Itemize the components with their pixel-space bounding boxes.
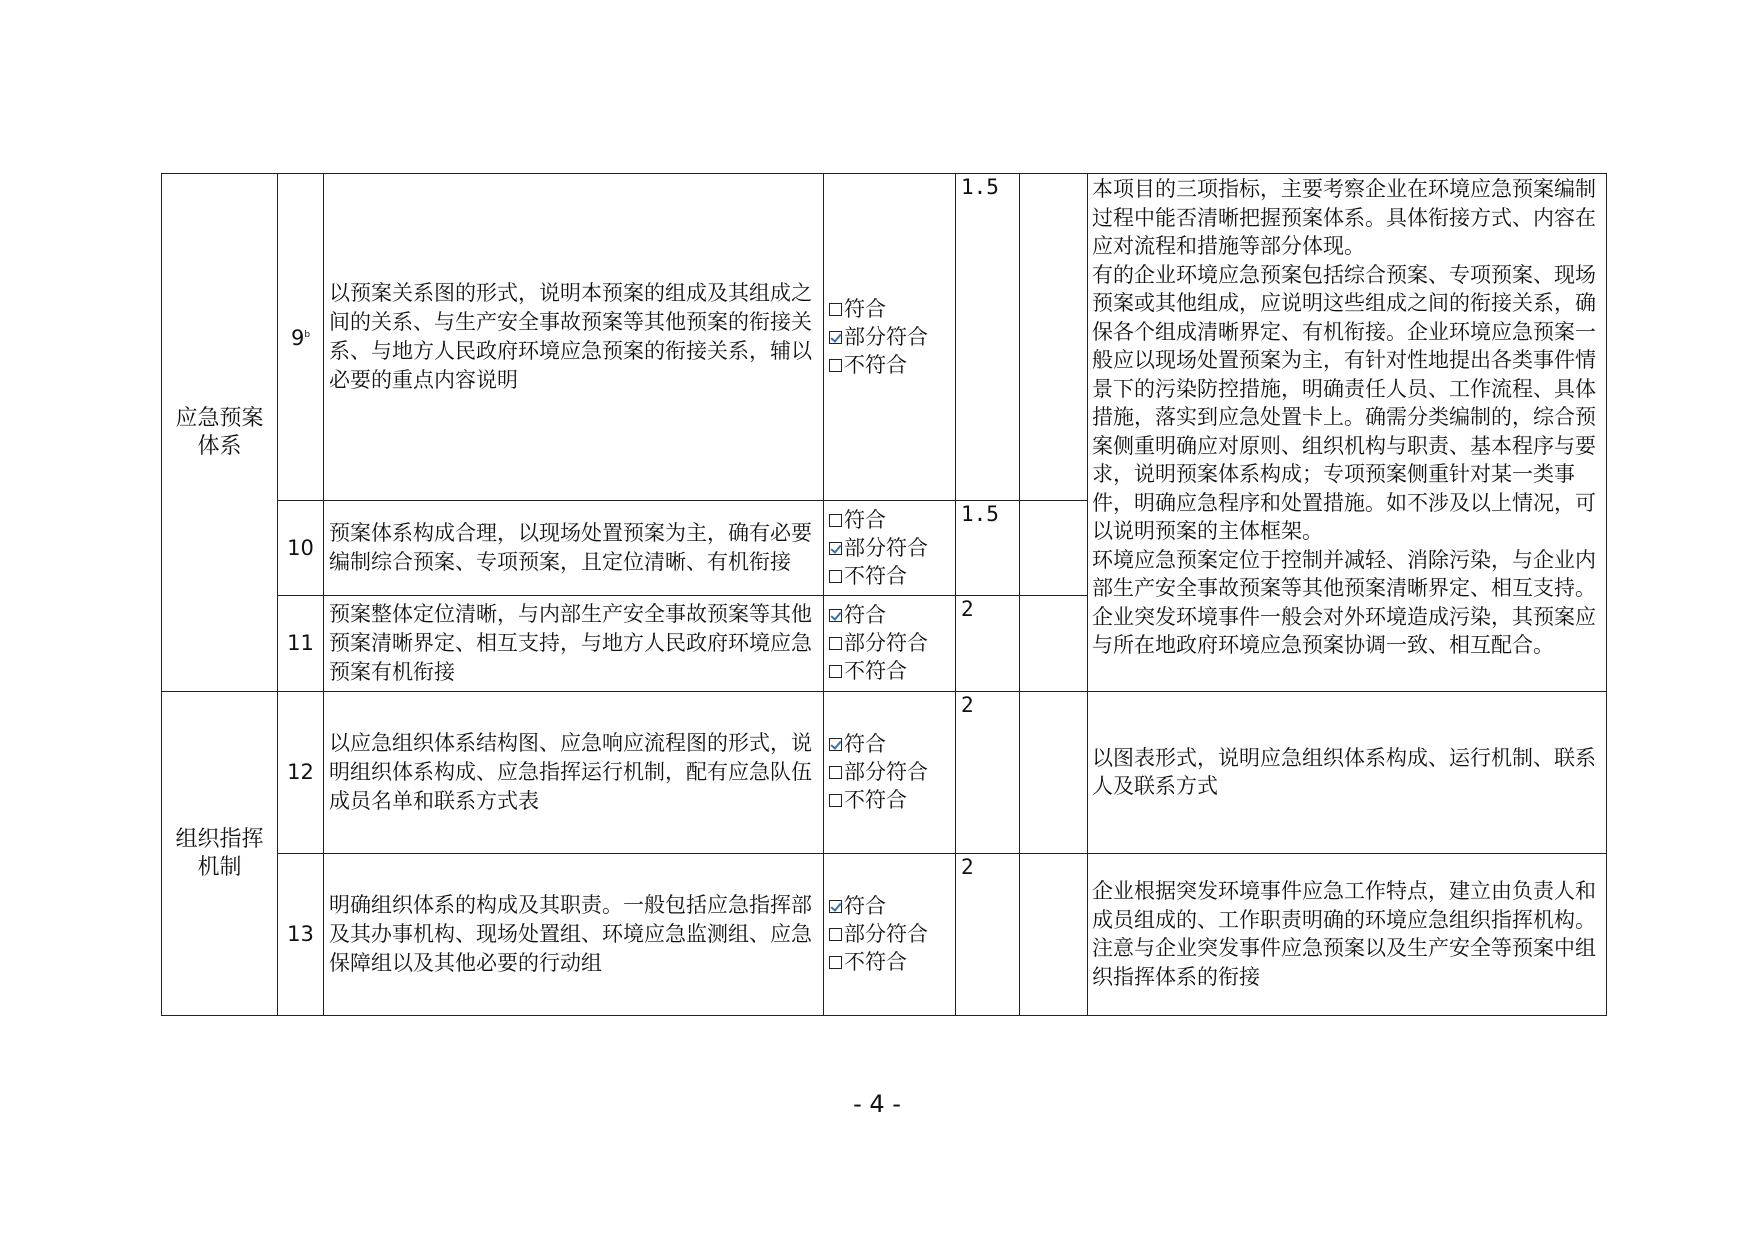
option-conform[interactable] (829, 295, 955, 323)
option-nonconform[interactable] (829, 658, 955, 686)
option-label: 不符合 (844, 788, 907, 812)
category-cell (162, 692, 278, 1016)
checkbox-icon[interactable] (829, 609, 842, 622)
option-label: 部分符合 (844, 324, 928, 349)
table-row (162, 174, 1607, 501)
option-label: 部分符合 (844, 760, 928, 784)
checkbox-icon[interactable] (829, 542, 842, 555)
requirement-cell: 明确组织体系的构成及其职责。一般包括应急指挥部及其办事机构、现场处置组、环境应急监测组、应急保障组以及其他必要的行动组 (324, 854, 824, 1016)
option-label: 符合 (844, 894, 886, 918)
checkbox-icon[interactable] (829, 956, 842, 969)
note-paragraph: 环境应急预案定位于控制并减轻、消除污染，与企业内部生产安全事故预案等其他预案清晰界定、相互支持。 (1092, 547, 1596, 600)
score-cell: 2 (956, 854, 1020, 1016)
option-nonconform[interactable] (829, 351, 955, 379)
option-label: 部分符合 (844, 631, 928, 655)
item-number: 13 (278, 854, 324, 1016)
options-cell (824, 596, 956, 692)
item-number-text: 9 (290, 326, 305, 350)
checkbox-icon[interactable] (829, 331, 842, 344)
item-number-mark: b (304, 330, 311, 340)
option-partial[interactable] (829, 921, 955, 949)
option-label: 不符合 (844, 950, 907, 974)
note-cell: 企业根据突发环境事件应急工作特点，建立由负责人和成员组成的、工作职责明确的环境应急组织指挥机构。注意与企业突发事件应急预案以及生产安全等预案中组织指挥体系的衔接 (1088, 854, 1607, 1016)
option-label: 不符合 (844, 563, 907, 588)
option-conform[interactable] (829, 602, 955, 630)
category-line: 应急预案 (175, 405, 264, 431)
checkbox-icon[interactable] (829, 900, 842, 913)
checkbox-icon[interactable] (829, 514, 842, 527)
option-label: 符合 (844, 603, 886, 627)
option-partial[interactable] (829, 534, 955, 562)
options-cell (824, 501, 956, 596)
requirement-cell: 预案整体定位清晰，与内部生产安全事故预案等其他预案清晰界定、相互支持，与地方人民政府环境应急预案有机衔接 (324, 596, 824, 692)
category-line: 机制 (197, 854, 242, 880)
option-label: 不符合 (844, 352, 907, 377)
checkbox-icon[interactable] (829, 637, 842, 650)
note-cell: 以图表形式，说明应急组织体系构成、运行机制、联系人及联系方式 (1088, 692, 1607, 854)
item-number (278, 174, 324, 501)
option-partial[interactable] (829, 630, 955, 658)
blank-cell (1020, 174, 1088, 501)
checkbox-icon[interactable] (829, 766, 842, 779)
blank-cell (1020, 854, 1088, 1016)
option-partial[interactable] (829, 323, 955, 351)
checkbox-icon[interactable] (829, 665, 842, 678)
checkbox-icon[interactable] (829, 928, 842, 941)
option-partial[interactable] (829, 759, 955, 787)
category-line: 组织指挥 (175, 826, 264, 852)
note-paragraph: 企业突发环境事件一般会对外环境造成污染，其预案应与所在地政府环境应急预案协调一致、相互配合。 (1092, 604, 1596, 657)
blank-cell (1020, 501, 1088, 596)
checkbox-icon[interactable] (829, 570, 842, 583)
note-cell (1088, 174, 1607, 692)
option-nonconform[interactable] (829, 787, 955, 815)
option-label: 部分符合 (844, 922, 928, 946)
checkbox-icon[interactable] (829, 303, 842, 316)
category-line: 体系 (197, 433, 242, 459)
blank-cell (1020, 596, 1088, 692)
options-cell (824, 854, 956, 1016)
checkbox-icon[interactable] (829, 359, 842, 372)
checkbox-icon[interactable] (829, 794, 842, 807)
checkbox-icon[interactable] (829, 738, 842, 751)
option-label: 部分符合 (844, 535, 928, 560)
option-nonconform[interactable] (829, 562, 955, 590)
item-number: 10 (278, 501, 324, 596)
requirement-cell: 以应急组织体系结构图、应急响应流程图的形式，说明组织体系构成、应急指挥运行机制，配有应急队伍成员名单和联系方式表 (324, 692, 824, 854)
blank-cell (1020, 692, 1088, 854)
option-conform[interactable] (829, 893, 955, 921)
score-cell: 2 (956, 596, 1020, 692)
category-cell (162, 174, 278, 692)
requirement-cell: 预案体系构成合理，以现场处置预案为主，确有必要编制综合预案、专项预案，且定位清晰、有机衔接 (324, 501, 824, 596)
note-paragraph: 本项目的三项指标，主要考察企业在环境应急预案编制过程中能否清晰把握预案体系。具体衔接方式、内容在应对流程和措施等部分体现。 (1092, 177, 1596, 258)
requirement-cell: 以预案关系图的形式，说明本预案的组成及其组成之间的关系、与生产安全事故预案等其他预案的衔接关系、与地方人民政府环境应急预案的衔接关系，辅以必要的重点内容说明 (324, 174, 824, 501)
options-cell (824, 174, 956, 501)
option-label: 符合 (844, 507, 886, 532)
option-nonconform[interactable] (829, 949, 955, 977)
item-number: 12 (278, 692, 324, 854)
option-conform[interactable] (829, 731, 955, 759)
table-row (162, 854, 1607, 1016)
item-number: 11 (278, 596, 324, 692)
options-cell (824, 692, 956, 854)
note-paragraph: 有的企业环境应急预案包括综合预案、专项预案、现场预案或其他组成，应说明这些组成之间的衔接关系，确保各个组成清晰界定、有机衔接。企业环境应急预案一般应以现场处置预案为主，有针对性地提出各类事件情景下的污染防控措施，明确责任人员、工作流程、具体措施，落实到应急处置卡上。确需分类编制的，综合预案侧重明确应对原则、组织机构与职责、基本程序与要求，说明预案体系构成；专项预案侧重针对某一类事件，明确应急程序和处置措施。如不涉及以上情况，可以说明预案的主体框架。 (1092, 262, 1596, 543)
evaluation-table (161, 173, 1607, 1016)
option-label: 符合 (844, 732, 886, 756)
option-conform[interactable] (829, 506, 955, 534)
page-number: - 4 - (853, 1090, 901, 1118)
option-label: 符合 (844, 296, 886, 321)
table-row (162, 692, 1607, 854)
score-cell: 2 (956, 692, 1020, 854)
score-cell: 1.5 (956, 174, 1020, 501)
score-cell: 1.5 (956, 501, 1020, 596)
option-label: 不符合 (844, 659, 907, 683)
